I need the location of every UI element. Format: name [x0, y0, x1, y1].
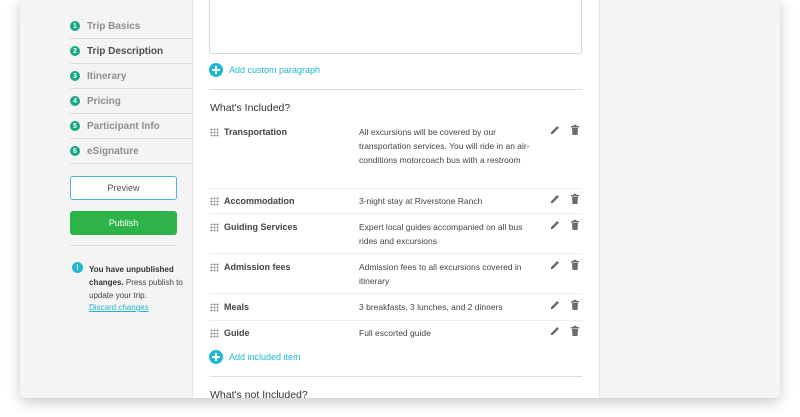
pencil-icon[interactable]: [549, 259, 561, 271]
pencil-icon[interactable]: [549, 124, 561, 136]
section-divider: [209, 89, 582, 90]
section-divider: [209, 376, 582, 377]
included-item-row: [209, 189, 582, 214]
item-name: Meals: [224, 302, 250, 312]
pencil-icon[interactable]: [549, 193, 561, 205]
step-label: eSignature: [87, 145, 139, 157]
item-description: Admission fees to all excursions covered in itinerary: [359, 262, 522, 286]
notice-text: [89, 263, 194, 302]
step-label: Trip Basics: [87, 20, 141, 32]
item-description: 3-night stay at Riverstone Ranch: [359, 196, 483, 206]
trash-icon[interactable]: [569, 124, 581, 136]
trash-icon[interactable]: [569, 219, 581, 231]
item-name: Accommodation: [224, 196, 295, 206]
sidebar-divider: [70, 245, 177, 246]
step-pricing[interactable]: [70, 89, 198, 114]
step-trip-description[interactable]: [70, 39, 198, 64]
drag-handle-icon[interactable]: [210, 223, 219, 232]
step-label: Trip Description: [87, 45, 164, 57]
drag-handle-icon[interactable]: [210, 329, 219, 338]
included-item-row: [209, 120, 582, 189]
trash-icon[interactable]: [569, 299, 581, 311]
notice-body-text: Press publish to update your trip.: [89, 278, 183, 300]
trash-icon[interactable]: [569, 193, 581, 205]
item-description: 3 breakfasts, 3 lunches, and 2 dinners: [359, 302, 503, 312]
step-number: 6: [70, 146, 80, 156]
pencil-icon[interactable]: [549, 325, 561, 337]
trash-icon[interactable]: [569, 259, 581, 271]
main-panel: [192, 0, 600, 398]
add-included-item-label: Add included item: [229, 352, 301, 362]
item-description: All excursions will be covered by our transportation services. You will ride in an air-conditions motorcoach bus with a restroom: [359, 127, 530, 165]
whats-included-title: What's Included?: [210, 102, 291, 114]
included-item-row: [209, 254, 582, 294]
discard-changes-link[interactable]: Discard changes: [89, 303, 149, 312]
drag-handle-icon[interactable]: [210, 303, 219, 312]
trash-icon[interactable]: [569, 325, 581, 337]
item-name: Guide: [224, 328, 250, 338]
exclamation-icon: !: [72, 262, 83, 273]
whats-not-included-title: What's not Included?: [210, 389, 308, 398]
pencil-icon[interactable]: [549, 219, 561, 231]
preview-button[interactable]: Preview: [70, 176, 177, 200]
plus-circle-icon: [209, 63, 223, 77]
step-label: Pricing: [87, 95, 121, 107]
item-description: Expert local guides accompanied on all bus rides and excursions: [359, 222, 523, 246]
step-label: Itinerary: [87, 70, 127, 82]
step-trip-basics[interactable]: [70, 14, 198, 39]
included-item-row: [209, 214, 582, 254]
publish-button[interactable]: Publish: [70, 211, 177, 235]
included-item-row: [209, 294, 582, 321]
step-label: Participant Info: [87, 120, 160, 132]
drag-handle-icon[interactable]: [210, 197, 219, 206]
step-itinerary[interactable]: [70, 64, 198, 89]
item-description: Full escorted guide: [359, 328, 431, 338]
add-included-item-button[interactable]: [209, 350, 301, 364]
plus-circle-icon: [209, 350, 223, 364]
step-number: 3: [70, 71, 80, 81]
item-name: Transportation: [224, 127, 288, 137]
custom-paragraph-textarea[interactable]: [209, 0, 582, 54]
item-name: Guiding Services: [224, 222, 298, 232]
step-number: 1: [70, 21, 80, 31]
item-name: Admission fees: [224, 262, 291, 272]
step-number: 5: [70, 121, 80, 131]
drag-handle-icon[interactable]: [210, 128, 219, 137]
add-custom-paragraph-button[interactable]: [209, 63, 320, 77]
app-frame: [20, 0, 780, 398]
add-custom-paragraph-label: Add custom paragraph: [229, 65, 321, 75]
drag-handle-icon[interactable]: [210, 263, 219, 272]
pencil-icon[interactable]: [549, 299, 561, 311]
notice-bold-text: You have unpublished changes.: [89, 265, 174, 287]
step-participant-info[interactable]: [70, 114, 198, 139]
step-number: 2: [70, 46, 80, 56]
included-item-row: [209, 321, 582, 345]
step-esignature[interactable]: [70, 139, 198, 164]
step-number: 4: [70, 96, 80, 106]
